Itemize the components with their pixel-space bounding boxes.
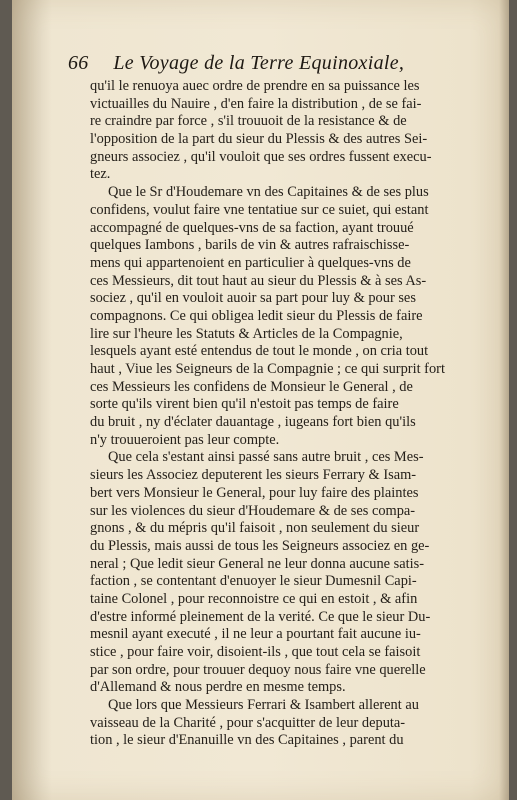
book-page [12, 0, 509, 800]
text-line: bert vers Monsieur le General, pour luy faire des plaintes [90, 484, 419, 501]
text-line: confidens, voulut faire vne tentatiue sur ce suiet, qui estant [90, 201, 429, 218]
paragraph-start-line: Que le Sr d'Houdemare vn des Capitaines & de ses plus [108, 184, 429, 201]
text-line: du bruit , ny d'éclater dauantage , iugeans fort bien qu'ils [90, 414, 416, 431]
text-line: re craindre par force , s'il trouuoit de la resistance & de [90, 113, 407, 130]
text-line: taine Colonel , pour reconnoistre ce qui en estoit , & afin [90, 590, 418, 607]
text-line: stice , pour faire voir, disoient-ils , que tout cela se faisoit [90, 644, 421, 660]
text-line: sociez , qu'il en vouloit auoir sa part pour luy & pour ses [90, 290, 416, 307]
text-line: vaisseau de la Charité , pour s'acquitter de leur deputa- [90, 714, 406, 731]
page-edge-shadow [499, 0, 509, 800]
running-head [68, 52, 488, 76]
text-line: lire sur l'heure les Statuts & Articles de la Compagnie, [90, 325, 403, 342]
paragraph-start-line: Que lors que Messieurs Ferrari & Isambert allerent au [108, 697, 419, 714]
text-line: haut , Viue les Seigneurs de la Compagnie ; ce qui surprit fort [90, 361, 445, 377]
text-line: gneurs associez , qu'il vouloit que ses ordres fussent execu- [90, 148, 432, 165]
text-line: lesquels ayant esté entendus de tout le monde , on cria tout [90, 343, 429, 360]
page-number: 66 [68, 52, 89, 74]
running-title: Le Voyage de la Terre Equinoxiale, [113, 52, 405, 74]
text-line: sieurs les Associez deputerent les sieurs Ferrary & Isam- [90, 467, 417, 484]
text-line: gnons , & du mépris qu'il faisoit , non seulement du sieur [90, 520, 420, 537]
text-line: neral ; Que ledit sieur General ne leur donna aucune satis- [90, 555, 425, 572]
text-line: n'y trouueroient pas leur compte. [90, 431, 280, 448]
paragraph-start-line: Que cela s'estant ainsi passé sans autre bruit , ces Mes- [108, 449, 424, 466]
text-line: sur les violences du sieur d'Houdemare & de ses compa- [90, 502, 416, 519]
text-line: compagnons. Ce qui obligea ledit sieur du Plessis de faire [90, 307, 423, 324]
text-line: sorte qu'ils virent bien qu'il n'estoit pas temps de faire [90, 396, 399, 413]
text-line: d'Allemand & nous perdre en mesme temps. [90, 679, 346, 696]
text-line: faction , se contentant d'enuoyer le sieur Dumesnil Capi- [90, 573, 417, 590]
text-line: l'opposition de la part du sieur du Plessis & des autres Sei- [90, 131, 428, 148]
text-line: d'estre informé pleinement de la verité. Ce que le sieur Du- [90, 608, 431, 625]
gutter-shadow [12, 0, 52, 800]
text-line: tez. [90, 166, 111, 183]
text-line: accompagné de quelques-vns de sa faction, ayant trouué [90, 219, 414, 236]
text-line: victuailles du Nauire , d'en faire la distribution , de se fai- [90, 95, 422, 112]
text-line: mesnil ayant executé , il ne leur a pourtant fait aucune iu- [90, 626, 421, 643]
text-line: ces Messieurs les confidens de Monsieur le General , de [90, 378, 413, 395]
text-line: ces Messieurs, dit tout haut au sieur du Plessis & à ses As- [90, 272, 427, 289]
text-line: quelques Iambons , barils de vin & autres rafraischisse- [90, 237, 410, 254]
text-line: tion , le sieur d'Enanuille vn des Capitaines , parent du [90, 732, 404, 749]
body-text [90, 78, 510, 750]
text-line: qu'il le renuoya auec ordre de prendre en sa puissance les [90, 78, 420, 94]
text-line: par son ordre, pour trouuer dequoy nous faire vne querelle [90, 661, 426, 678]
text-line: mens qui appartenoient en particulier à quelques-vns de [90, 254, 411, 271]
text-line: du Plessis, mais aussi de tous les Seigneurs associez en ge- [90, 537, 430, 554]
